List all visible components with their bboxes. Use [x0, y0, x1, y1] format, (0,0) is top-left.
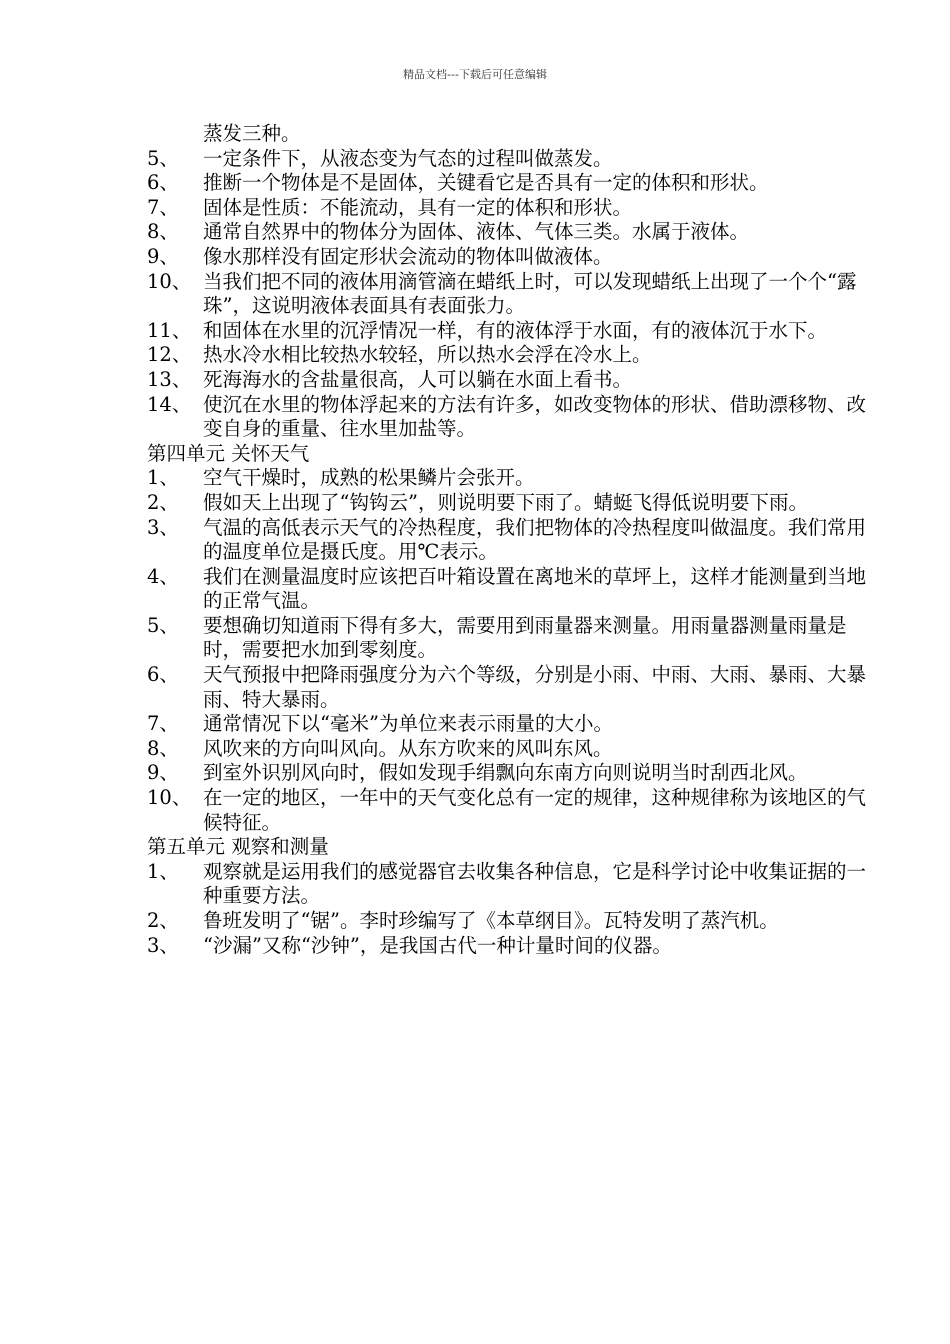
item-text: 天气预报中把降雨强度分为六个等级，分别是小雨、中雨、大雨、暴雨、大暴雨、特大暴雨。	[203, 663, 867, 711]
item-text: 鲁班发明了“锯”。李时珍编写了《本草纲目》。瓦特发明了蒸汽机。	[203, 909, 779, 932]
section-title: 第四单元 关怀天气	[147, 441, 310, 465]
item-text: 通常自然界中的物体分为固体、液体、气体三类。水属于液体。	[203, 220, 750, 244]
item-text: 使沉在水里的物体浮起来的方法有许多，如改变物体的形状、借助漂移物、改变自身的重量、往水里加盐等。	[203, 392, 867, 441]
page-header: 精品文档---下载后可任意编辑	[403, 68, 547, 81]
list-item	[147, 516, 867, 565]
item-text: 固体是性质：不能流动，具有一定的体积和形状。	[203, 195, 633, 219]
item-number: 6、	[147, 663, 179, 687]
list-item	[147, 343, 867, 368]
list-item	[147, 737, 867, 762]
item-number: 3、	[147, 933, 179, 957]
list-item	[147, 491, 867, 516]
item-number: 7、	[147, 195, 179, 219]
item-number: 11、	[147, 318, 192, 342]
item-text: 和固体在水里的沉浮情况一样，有的液体浮于水面，有的液体沉于水下。	[203, 318, 828, 342]
item-text: 像水那样没有固定形状会流动的物体叫做液体。	[203, 244, 613, 268]
item-number: 8、	[147, 736, 179, 760]
item-number: 14、	[147, 392, 192, 416]
item-number: 5、	[147, 146, 179, 170]
item-text: 空气干燥时，成熟的松果鳞片会张开。	[203, 466, 535, 490]
item-number: 12、	[147, 343, 192, 367]
item-number: 8、	[147, 220, 179, 244]
list-item	[147, 245, 867, 270]
section-title: 第五单元 观察和测量	[147, 835, 329, 859]
item-text: 观察就是运用我们的感觉器官去收集各种信息，它是科学讨论中收集证据的一种重要方法。	[203, 859, 867, 908]
item-text: 当我们把不同的液体用滴管滴在蜡纸上时，可以发现蜡纸上出现了一个个“露珠”，这说明液体表面具有表面张力。	[203, 269, 857, 318]
item-number: 7、	[147, 712, 179, 736]
item-number: 13、	[147, 367, 192, 391]
item-text: “沙漏”又称“沙钟”，是我国古代一种计量时间的仪器。	[203, 933, 672, 957]
item-text: 要想确切知道雨下得有多大，需要用到雨量器来测量。用雨量器测量雨量是时，需要把水加到零刻度。	[203, 613, 847, 662]
item-number: 2、	[147, 909, 179, 932]
list-item	[147, 393, 867, 442]
item-text: 推断一个物体是不是固体，关键看它是否具有一定的体积和形状。	[203, 171, 769, 195]
item-text: 一定条件下，从液态变为气态的过程叫做蒸发。	[203, 146, 613, 170]
item-text: 热水冷水相比较热水较轻，所以热水会浮在冷水上。	[203, 343, 652, 367]
item-text: 风吹来的方向叫风向。从东方吹来的风叫东风。	[203, 736, 613, 760]
list-item	[147, 466, 867, 491]
item-text: 在一定的地区，一年中的天气变化总有一定的规律，这种规律称为该地区的气候特征。	[203, 786, 867, 834]
list-item	[147, 319, 867, 344]
list-item	[147, 614, 867, 663]
list-item	[147, 270, 867, 319]
item-text: 气温的高低表示天气的冷热程度，我们把物体的冷热程度叫做温度。我们常用的温度单位是摄氏度。用℃表示。	[203, 515, 867, 564]
item-number: 6、	[147, 171, 179, 195]
item-number: 5、	[147, 613, 179, 637]
list-item	[147, 368, 867, 393]
list-item	[147, 712, 867, 737]
document-body	[147, 122, 867, 958]
list-item	[147, 909, 867, 934]
list-item	[147, 786, 867, 835]
list-item	[147, 147, 867, 172]
item-number: 4、	[147, 564, 179, 588]
item-number: 9、	[147, 244, 179, 268]
item-number: 1、	[147, 466, 179, 490]
list-item	[147, 565, 867, 614]
item-number: 9、	[147, 761, 179, 785]
item-number: 1、	[147, 859, 179, 883]
item-text: 死海海水的含盐量很高，人可以躺在水面上看书。	[203, 367, 633, 391]
item-text: 我们在测量温度时应该把百叶箱设置在离地米的草坪上，这样才能测量到当地的正常气温。	[203, 564, 867, 613]
lead-continuation: 蒸发三种。	[203, 122, 301, 145]
list-item	[147, 171, 867, 196]
list-item	[147, 220, 867, 245]
item-number: 10、	[147, 786, 192, 810]
list-item	[147, 761, 867, 786]
list-item	[147, 934, 867, 959]
item-text: 通常情况下以“毫米”为单位来表示雨量的大小。	[203, 712, 613, 736]
list-item	[147, 663, 867, 712]
item-number: 10、	[147, 269, 192, 293]
list-item	[147, 196, 867, 221]
item-text: 假如天上出现了“钩钩云”，则说明要下雨了。蜻蜓飞得低说明要下雨。	[203, 490, 808, 514]
item-number: 3、	[147, 515, 179, 539]
item-text: 到室外识别风向时，假如发现手绢飘向东南方向则说明当时刮西北风。	[203, 761, 808, 785]
list-item	[147, 860, 867, 909]
item-number: 2、	[147, 490, 179, 514]
